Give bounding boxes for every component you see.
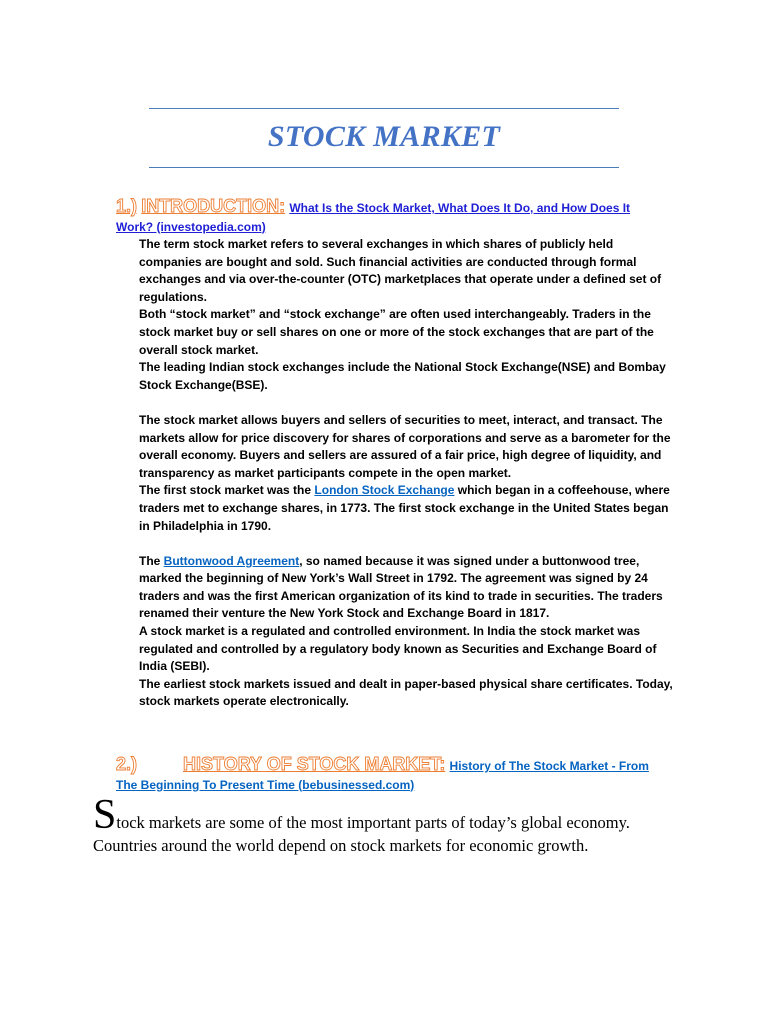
bottom-rule: [149, 167, 619, 168]
page-title: STOCK MARKET: [267, 120, 501, 153]
section-2-heading: [116, 756, 656, 794]
text-fragment: which began in a coffeehouse, where traders met to exchange shares, in 1773. The first stock exchange in the United States began in Philadelphia in 1790.: [139, 483, 670, 533]
paragraph: The stock market allows buyers and sellers of securities to meet, interact, and transact. The markets allow for price discovery for shares of corporations and serve as a barometer for the overall economy. Buyers and sellers are assured of a fair price, high degree of liquidity, and transparency as market participants compete in the open market.: [139, 412, 671, 480]
drop-cap: S: [93, 792, 117, 838]
section-2-number: 2.): [116, 754, 138, 774]
section-2-title: HISTORY OF STOCK MARKET:: [183, 754, 446, 774]
top-rule: [149, 108, 619, 109]
paragraph: The term stock market refers to several exchanges in which shares of publicly held companies are bought and sold. Such financial activities are conducted through formal exchanges and via over-the-counter (OTC) marketplaces that operate under a defined set of regulations.: [139, 237, 662, 304]
section-1-number: 1.): [116, 196, 138, 216]
section-1-title: INTRODUCTION:: [141, 196, 286, 216]
paragraph: [139, 553, 679, 623]
buttonwood-agreement-link[interactable]: Buttonwood Agreement: [163, 553, 300, 568]
history-text: tock markets are some of the most important parts of today’s global economy. Countries around the world depend on stock markets for economic growth.: [93, 813, 630, 855]
investopedia-link[interactable]: What Is the Stock Market, What Does It Do, and How Does It Work? (investopedia.com): [116, 201, 631, 234]
paragraph: Both “stock market” and “stock exchange” are often used interchangeably. Traders in the stock market buy or sell shares on one or more of the stock exchanges that are part of the overall stock market.: [139, 307, 654, 357]
introduction-body: [139, 236, 679, 711]
paragraph: A stock market is a regulated and controlled environment. In India the stock market was regulated and controlled by a regulatory body known as Securities and Exchange Board of India (SEBI).: [139, 624, 657, 674]
text-fragment: The first stock market was the: [139, 483, 315, 498]
paragraph: The leading Indian stock exchanges include the National Stock Exchange(NSE) and Bombay Stock Exchange(BSE).: [139, 360, 666, 392]
history-paragraph: [93, 792, 683, 857]
text-fragment: The: [139, 553, 164, 568]
bebusinessed-link[interactable]: History of The Stock Market - From The Beginning To Present Time (bebusinessed.com): [116, 759, 649, 792]
london-stock-exchange-link[interactable]: London Stock Exchange: [314, 483, 455, 498]
paragraph: The earliest stock markets issued and dealt in paper-based physical share certificates. Today, stock markets operate electronically.: [139, 676, 673, 709]
paragraph: [139, 482, 679, 535]
section-1-heading: [116, 198, 656, 236]
text-fragment: , so named because it was signed under a buttonwood tree, marked the beginning of New York’s Wall Street in 1792. The agreement was signed by 24 traders and was the first American organization of its kind to trade in securities. The traders renamed their venture the New York Stock and Exchange Board in 1817.: [139, 553, 663, 621]
